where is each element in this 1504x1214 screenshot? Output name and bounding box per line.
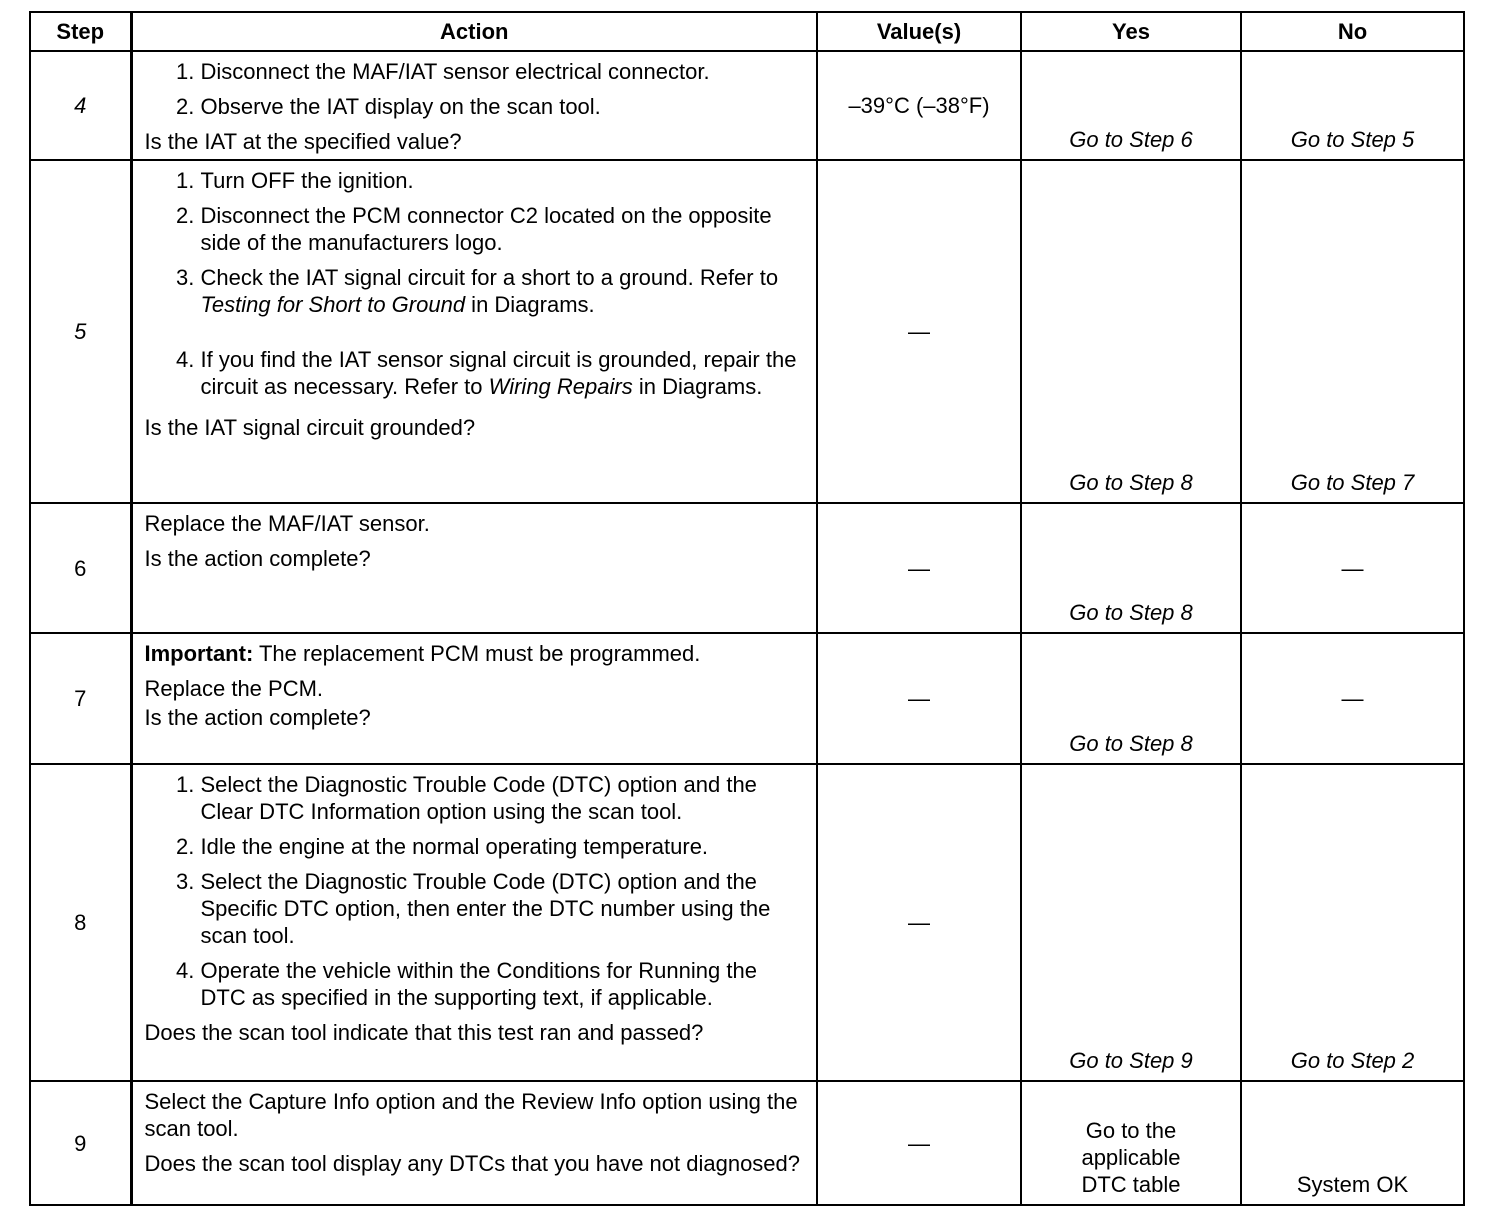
header-yes: Yes [1021,12,1241,51]
table-row-step-6 [30,503,1464,633]
important-text: The replacement PCM must be programmed. [253,641,701,666]
reference-link-text: Wiring Repairs [488,374,633,399]
action-list [145,167,807,400]
item-text: Check the IAT signal circuit for a short to a ground. Refer to [200,265,779,290]
question-text: Is the IAT at the specified value? [144,129,462,154]
table-row-step-9 [30,1081,1464,1205]
list-item: 2. Disconnect the PCM connector C2 located on the opposite side of the manufacturers logo. [201,202,807,256]
header-row [30,12,1464,51]
action-text: Replace the PCM. [144,676,324,701]
yes-cell [1021,1081,1241,1205]
header-values: Value(s) [817,12,1021,51]
value-cell: — [817,1081,1021,1205]
table-row-step-7 [30,633,1464,764]
yes-line: DTC table [1081,1172,1181,1197]
step-number: 5 [30,160,131,503]
no-cell: — [1241,503,1464,633]
yes-cell: Go to Step 9 [1021,764,1241,1081]
question-text: Is the action complete? [144,546,371,571]
action-cell [131,1081,817,1205]
value-cell: — [817,633,1021,764]
list-item: 1. Disconnect the MAF/IAT sensor electrical connector. [201,58,807,85]
item-text: in Diagrams. [465,292,595,317]
step-number: 8 [30,764,131,1081]
important-label: Important: [144,641,254,666]
yes-line: applicable [1081,1145,1181,1170]
no-cell: — [1241,633,1464,764]
no-cell: Go to Step 2 [1241,764,1464,1081]
no-cell: Go to Step 7 [1241,160,1464,503]
item-text: If you find the IAT sensor signal circuit is grounded, repair the circuit as necessary. Refer to [200,347,797,399]
step-number: 9 [30,1081,131,1205]
yes-cell: Go to Step 8 [1021,633,1241,764]
list-item: 1. Select the Diagnostic Trouble Code (DTC) option and the Clear DTC Information option using the scan tool. [201,771,807,825]
action-list [145,58,807,120]
header-no: No [1241,12,1464,51]
step-number: 4 [30,51,131,160]
important-note [145,640,807,667]
list-item: 1. Turn OFF the ignition. [201,167,807,194]
step-number: 7 [30,633,131,764]
action-cell [131,764,817,1081]
table-row-step-5 [30,160,1464,503]
action-text: Select the Capture Info option and the Review Info option using the scan tool. [144,1089,798,1141]
list-item: 2. Idle the engine at the normal operating temperature. [201,833,807,860]
list-item: 2. Observe the IAT display on the scan tool. [201,93,807,120]
value-cell: — [817,764,1021,1081]
list-item [201,346,807,400]
reference-link-text: Testing for Short to Ground [200,292,466,317]
action-cell [131,503,817,633]
no-cell: System OK [1241,1081,1464,1205]
table-row-step-8 [30,764,1464,1081]
value-cell: –39°C (–38°F) [817,51,1021,160]
header-step: Step [30,12,131,51]
no-cell: Go to Step 5 [1241,51,1464,160]
value-cell: — [817,160,1021,503]
question-text: Does the scan tool display any DTCs that you have not diagnosed? [144,1151,801,1176]
table-row-step-4 [30,51,1464,160]
yes-line: Go to the [1085,1118,1177,1143]
action-list [145,771,807,1011]
step-number: 6 [30,503,131,633]
question-text: Is the IAT signal circuit grounded? [144,415,476,440]
list-item: 3. Select the Diagnostic Trouble Code (DTC) option and the Specific DTC option, then enter the DTC number using the scan tool. [201,868,807,949]
value-cell: — [817,503,1021,633]
action-cell [131,51,817,160]
question-text: Does the scan tool indicate that this test ran and passed? [144,1020,704,1045]
yes-cell: Go to Step 6 [1021,51,1241,160]
list-item [201,264,807,318]
list-item: 4. Operate the vehicle within the Conditions for Running the DTC as specified in the supporting text, if applicable. [201,957,807,1011]
header-action: Action [131,12,817,51]
yes-cell: Go to Step 8 [1021,503,1241,633]
diagnostic-table [29,11,1465,1206]
action-cell [131,160,817,503]
yes-cell: Go to Step 8 [1021,160,1241,503]
action-cell [131,633,817,764]
item-text: in Diagrams. [632,374,763,399]
question-text: Is the action complete? [144,705,371,730]
action-text: Replace the MAF/IAT sensor. [144,511,430,536]
